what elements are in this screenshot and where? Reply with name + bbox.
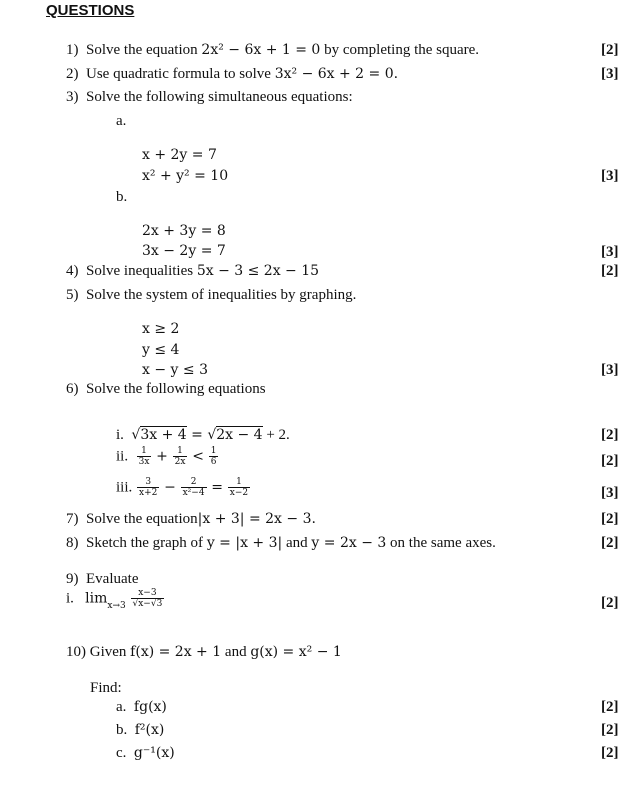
fraction: $\frac{1}{6}$ (210, 446, 217, 467)
question-text: Sketch the graph of (86, 535, 204, 551)
question-3 (66, 88, 353, 106)
page-title: QUESTIONS (46, 2, 135, 19)
marks-q7: [2] (601, 511, 619, 527)
marks-q3a: [3] (601, 168, 619, 184)
equation: y = 2x − 3 (311, 535, 387, 551)
question-number: 10) (66, 644, 86, 660)
question-10 (66, 643, 342, 661)
marks-q10a: [2] (601, 699, 619, 715)
equation: f(x) = 2x + 1 (130, 644, 222, 660)
sub-item-b (116, 721, 164, 739)
sub-label: i. (66, 590, 74, 607)
lim-subscript: x→3 (107, 600, 126, 611)
radicand: 2x − 4 (216, 427, 263, 443)
question-4 (66, 262, 319, 280)
fraction: $\frac{x-3}{√x-√3}$ (132, 588, 163, 609)
sub-label: i. (116, 427, 124, 443)
question-text: Solve inequalities (86, 263, 194, 279)
question-text: Given (89, 644, 127, 660)
question-number: 3) (66, 89, 79, 105)
operator: + (156, 448, 168, 465)
marks-q6i: [2] (601, 427, 619, 443)
equation: y = |x + 3| (206, 535, 283, 551)
question-2 (66, 65, 398, 83)
inequality-line: x ≥ 2 (142, 321, 180, 337)
question-number: 4) (66, 263, 79, 279)
marks-q3b: [3] (601, 244, 619, 260)
fraction: $\frac{1}{3x}$ (138, 446, 150, 467)
limit-expression (66, 588, 165, 615)
equation-tail: + 2. (262, 427, 290, 443)
marks-q2: [3] (601, 66, 619, 82)
question-number: 2) (66, 66, 79, 82)
sub-label: c. (116, 745, 127, 761)
inequality: 5x − 3 ≤ 2x − 15 (196, 263, 320, 279)
sub-item-c (116, 744, 175, 762)
equation-line: 3x − 2y = 7 (142, 243, 226, 259)
marks-q4: [2] (601, 263, 619, 279)
marks-q1: [2] (601, 42, 619, 58)
radicand: 3x + 4 (140, 427, 187, 443)
find-label: Find: (90, 680, 122, 696)
question-number: 1) (66, 42, 79, 58)
equation-line: 2x + 3y = 8 (142, 223, 226, 239)
equation: g(x) = x² − 1 (250, 644, 342, 660)
marks-q9: [2] (601, 595, 619, 611)
question-8 (66, 534, 496, 552)
sub-label: a. (116, 699, 127, 715)
equation: 3x² − 6x + 2 = 0. (274, 66, 399, 82)
sub-label-a: a. (116, 113, 127, 129)
question-text-cont: on the same axes. (390, 535, 496, 551)
question-text: Solve the equation (86, 42, 198, 58)
lim-operator: lim (85, 590, 108, 607)
marks-q10c: [2] (601, 745, 619, 761)
sub-label: iii. (116, 479, 133, 496)
equation: |x + 3| = 2x − 3. (197, 511, 316, 527)
equals-root: = √ (186, 427, 217, 443)
question-text: Solve the system of inequalities by graphing. (86, 287, 357, 303)
sub-item-a (116, 698, 167, 716)
question-text: Solve the following equations (86, 381, 266, 397)
question-number: 8) (66, 535, 79, 551)
fraction: $\frac{2}{\text{x²−4}}$ (182, 477, 205, 498)
conjunction: and (285, 535, 308, 551)
equation-i: i. √3x + 4 = √2x − 4 + 2. (116, 427, 290, 443)
question-text: Solve the equation (86, 511, 198, 527)
expression: f²(x) (134, 722, 165, 738)
inequality-line: y ≤ 4 (142, 342, 180, 358)
sub-label-b: b. (116, 189, 128, 205)
question-1 (66, 41, 479, 59)
equation-line: x² + y² = 10 (142, 168, 229, 184)
marks-q6ii: [2] (601, 453, 619, 469)
equation: 2x² − 6x + 1 = 0 (201, 42, 321, 58)
expression: fg(x) (133, 699, 167, 715)
marks-q5: [3] (601, 362, 619, 378)
question-text: Use quadratic formula to solve (86, 66, 271, 82)
question-number: 9) (66, 571, 79, 587)
operator: − (164, 479, 176, 496)
equation-iii (116, 477, 251, 498)
fraction: $\frac{1}{2x}$ (174, 446, 186, 467)
question-number: 7) (66, 511, 79, 527)
fraction: $\frac{3}{x+2}$ (139, 477, 158, 498)
question-number: 5) (66, 287, 79, 303)
equation-ii (116, 446, 219, 467)
inequality-line: x − y ≤ 3 (142, 362, 208, 378)
marks-q6iii: [3] (601, 485, 619, 501)
question-9 (66, 570, 138, 588)
question-text-cont: by completing the square. (324, 42, 480, 58)
question-text: Evaluate (86, 571, 139, 587)
question-7 (66, 510, 316, 528)
expression: g⁻¹(x) (133, 745, 175, 761)
question-5 (66, 286, 356, 304)
conjunction: and (224, 644, 247, 660)
question-text: Solve the following simultaneous equations: (86, 89, 353, 105)
sub-label: ii. (116, 448, 129, 465)
operator: = (211, 479, 224, 496)
question-number: 6) (66, 381, 79, 397)
sub-label: b. (116, 722, 128, 738)
question-6 (66, 380, 266, 398)
marks-q8: [2] (601, 535, 619, 551)
fraction: $\frac{1}{x-2}$ (229, 477, 249, 498)
operator: < (192, 448, 204, 465)
marks-q10b: [2] (601, 722, 619, 738)
equation-line: x + 2y = 7 (142, 147, 217, 163)
